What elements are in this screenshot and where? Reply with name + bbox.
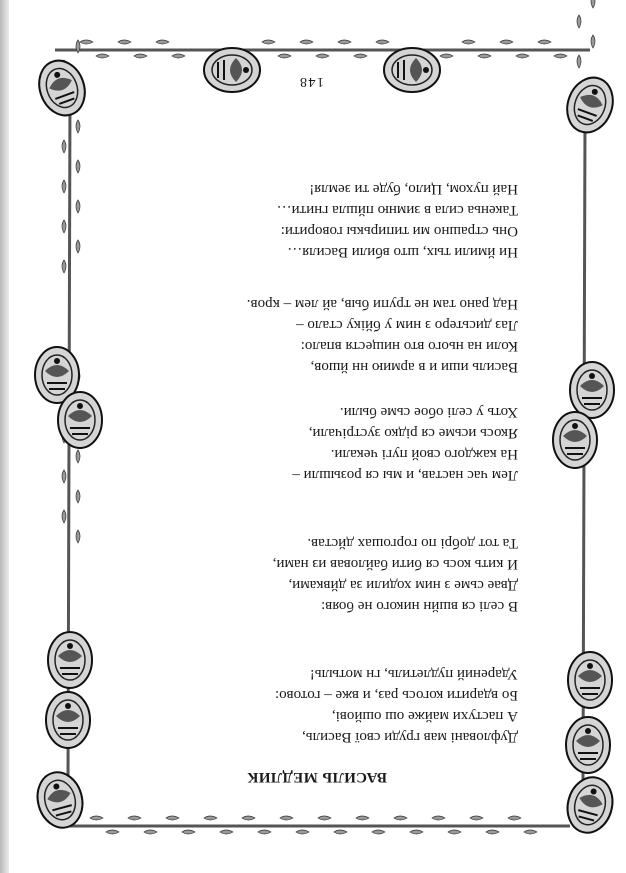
poem-line: Дуфловані мав груди свої Василь, <box>302 729 518 745</box>
stanza-5 <box>98 178 518 262</box>
poem-line: Ни ймили тых, што вбили Василя… <box>287 244 518 260</box>
poem-line: В селi ся вшйн никого не бояв: <box>321 598 518 614</box>
poem-line: И кить кось ся бити байловав из нами, <box>272 556 518 572</box>
poem-line: Якось исьме ся рiдко зустрiчали, <box>308 425 518 441</box>
poem-line: Хоть у селi обое сьме были. <box>339 404 518 420</box>
poem-line: Лаз дисьтеро з ним у бйiку стало – <box>296 317 518 333</box>
bottom-garland <box>60 816 570 834</box>
poem-line: Василь иши и в армию нн йшов, <box>310 359 518 375</box>
poem-line: Онь страшно ми типирькы говорити: <box>280 223 518 239</box>
poem-line: А пастухи майже ош ошйовi, <box>331 708 518 724</box>
poem-line: На каждого свой пугi чекали. <box>330 446 518 462</box>
poem-line: Ударений пудлетиль, гн мотыль! <box>309 666 518 682</box>
poem-line: Над рано там не трупи быв, ай лем – кров. <box>246 296 518 312</box>
stanza-1 <box>98 663 518 747</box>
poem-line: Лем час настав, и мы ся розышли – <box>292 467 518 483</box>
poem-line: Та тот добрi по горгошах дйстав. <box>307 535 518 551</box>
poem-page <box>100 60 530 785</box>
top-garland <box>55 40 590 58</box>
stanza-4 <box>98 293 518 377</box>
poem-line: Коли на нього вто нищестя впало: <box>300 338 518 354</box>
stanza-2 <box>98 532 518 616</box>
poem-title: ВАСИЛЬ МЕДЛИК <box>247 769 387 785</box>
poem-line: Такеньа сила в зимню пйшла гнити… <box>276 202 518 218</box>
page-number: 148 <box>298 74 324 89</box>
poem-line: Бо вдарити когось раз, и вже – готово: <box>274 687 518 703</box>
poem-line: Най пухом, Цило, буде ти земля! <box>309 181 518 197</box>
stanza-3 <box>98 401 518 485</box>
poem-line: Двае сьме з ним ходили за дйвками, <box>288 577 518 593</box>
